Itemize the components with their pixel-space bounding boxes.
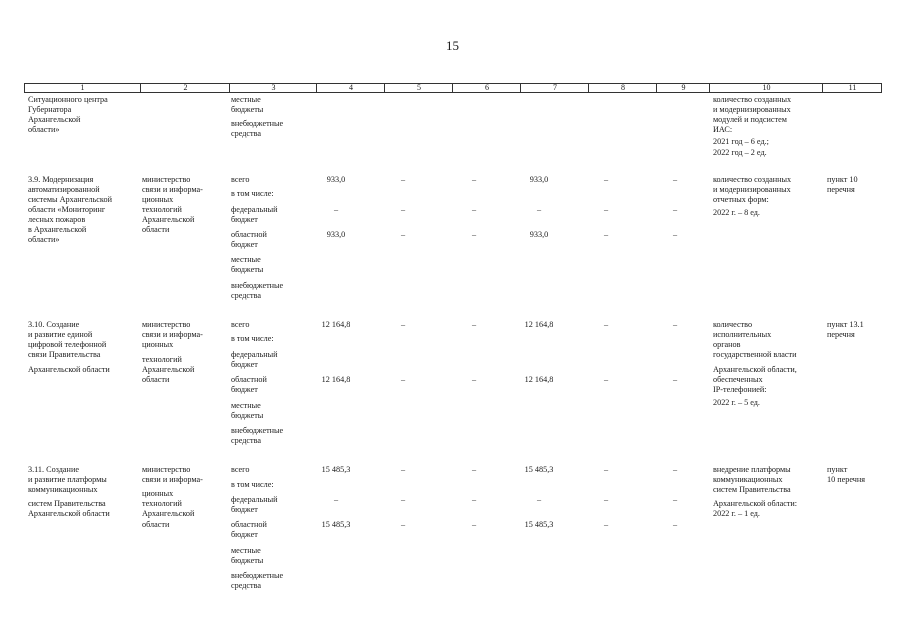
- indicator-line: количество: [713, 320, 753, 329]
- event-name-line: Губернатора: [28, 105, 72, 114]
- amount-cell: 933,0: [529, 175, 549, 184]
- amount-cell: –: [471, 205, 477, 214]
- indicator-line: количество созданных: [713, 95, 792, 104]
- amount-cell: –: [603, 465, 609, 474]
- amount-cell: –: [400, 175, 406, 184]
- event-name-line: Архангельской: [28, 115, 81, 124]
- amount-cell: –: [603, 205, 609, 214]
- executor-line: ционных: [142, 340, 174, 349]
- indicator-line: коммуникационных: [713, 475, 783, 484]
- amount-cell: –: [471, 465, 477, 474]
- amount-cell: 15 485,3: [321, 465, 351, 474]
- amount-cell: 15 485,3: [524, 520, 554, 529]
- local-budget-label: местные: [231, 401, 261, 410]
- amount-cell: –: [672, 465, 678, 474]
- indicator-line: внедрение платформы: [713, 465, 791, 474]
- indicator-line: и модернизированных: [713, 105, 791, 114]
- local-budget-label: бюджеты: [231, 105, 264, 114]
- amount-cell: –: [672, 495, 678, 504]
- indicator-line: Архангельской области:: [713, 499, 798, 508]
- event-name-line: систем Правительства: [28, 499, 106, 508]
- amount-cell: 933,0: [326, 230, 346, 239]
- executor-line: области: [142, 225, 170, 234]
- page-number: 15: [446, 38, 459, 53]
- federal-budget-label: федеральный: [231, 495, 278, 504]
- amount-cell: 15 485,3: [524, 465, 554, 474]
- executor-line: связи и информа-: [142, 475, 203, 484]
- event-name-line: коммуникационных: [28, 485, 98, 494]
- amount-cell: –: [400, 320, 406, 329]
- event-name-line: автоматизированной: [28, 185, 100, 194]
- event-name-line: и развитие единой: [28, 330, 93, 339]
- regional-budget-label: бюджет: [231, 240, 258, 249]
- indicator-line: 2022 г. – 5 ед.: [713, 398, 760, 407]
- amount-cell: 933,0: [326, 175, 346, 184]
- event-name-line: связи Правительства: [28, 350, 101, 359]
- event-name-line: Архангельской области: [28, 365, 110, 374]
- federal-budget-label: бюджет: [231, 215, 258, 224]
- column-number: 5: [384, 84, 453, 92]
- local-budget-label: бюджеты: [231, 556, 264, 565]
- column-number: 9: [656, 84, 710, 92]
- amount-cell: –: [471, 375, 477, 384]
- indicator-line: 2021 год – 6 ед.;: [713, 137, 769, 146]
- indicator-line: Архангельской области,: [713, 365, 797, 374]
- executor-line: связи и информа-: [142, 330, 203, 339]
- indicator-line: систем Правительства: [713, 485, 791, 494]
- amount-cell: –: [603, 230, 609, 239]
- regional-budget-label: бюджет: [231, 530, 258, 539]
- reference-line: пункт 13.1: [827, 320, 864, 329]
- indicator-line: модулей и подсистем: [713, 115, 787, 124]
- event-name-line: области «Мониторинг: [28, 205, 106, 214]
- amount-cell: –: [672, 320, 678, 329]
- amount-cell: –: [400, 495, 406, 504]
- amount-cell: –: [536, 495, 542, 504]
- event-name-line: 3.10. Создание: [28, 320, 80, 329]
- column-number: 8: [588, 84, 657, 92]
- executor-line: Архангельской: [142, 509, 195, 518]
- local-budget-label: местные: [231, 255, 261, 264]
- reference-line: перечня: [827, 330, 855, 339]
- amount-cell: –: [400, 230, 406, 239]
- column-number: 10: [709, 84, 823, 92]
- amount-cell: 15 485,3: [321, 520, 351, 529]
- executor-line: министерство: [142, 175, 191, 184]
- event-name-line: цифровой телефонной: [28, 340, 107, 349]
- amount-cell: –: [400, 205, 406, 214]
- amount-cell: 12 164,8: [321, 375, 351, 384]
- amount-cell: –: [333, 495, 339, 504]
- amount-cell: –: [333, 205, 339, 214]
- federal-budget-label: федеральный: [231, 350, 278, 359]
- event-name-line: системы Архангельской: [28, 195, 112, 204]
- local-budget-label: местные: [231, 546, 261, 555]
- federal-budget-label: федеральный: [231, 205, 278, 214]
- amount-cell: –: [400, 520, 406, 529]
- event-name-line: лесных пожаров: [28, 215, 86, 224]
- regional-budget-label: областной: [231, 230, 267, 239]
- reference-line: перечня: [827, 185, 855, 194]
- indicator-line: обеспеченных: [713, 375, 763, 384]
- local-budget-label: местные: [231, 95, 261, 104]
- indicator-line: и модернизированных: [713, 185, 791, 194]
- executor-line: технологий: [142, 355, 182, 364]
- column-number: 6: [452, 84, 521, 92]
- executor-line: области: [142, 375, 170, 384]
- event-name-line: 3.9. Модернизация: [28, 175, 94, 184]
- extra-budget-label: средства: [231, 129, 262, 138]
- amount-cell: –: [471, 495, 477, 504]
- extra-budget-label: внебюджетные: [231, 571, 284, 580]
- executor-line: технологий: [142, 499, 182, 508]
- amount-cell: –: [672, 175, 678, 184]
- indicator-line: ИАС:: [713, 125, 733, 134]
- extra-budget-label: средства: [231, 581, 262, 590]
- indicator-line: государственной власти: [713, 350, 797, 359]
- federal-budget-label: бюджет: [231, 505, 258, 514]
- indicator-line: 2022 г. – 8 ед.: [713, 208, 760, 217]
- extra-budget-label: внебюджетные: [231, 426, 284, 435]
- indicator-line: органов: [713, 340, 741, 349]
- reference-line: 10 перечня: [827, 475, 866, 484]
- column-number: 4: [316, 84, 385, 92]
- local-budget-label: бюджеты: [231, 411, 264, 420]
- event-name-line: 3.11. Создание: [28, 465, 79, 474]
- executor-line: министерство: [142, 320, 191, 329]
- amount-cell: –: [672, 375, 678, 384]
- extra-budget-label: средства: [231, 291, 262, 300]
- event-name-line: и развитие платформы: [28, 475, 107, 484]
- column-number: 7: [520, 84, 589, 92]
- including-label: в том числе:: [231, 334, 274, 343]
- local-budget-label: бюджеты: [231, 265, 264, 274]
- amount-cell: 12 164,8: [524, 320, 554, 329]
- reference-line: пункт 10: [827, 175, 858, 184]
- indicator-line: 2022 г. – 1 ед.: [713, 509, 760, 518]
- indicator-line: 2022 год – 2 ед.: [713, 148, 767, 157]
- amount-cell: 933,0: [529, 230, 549, 239]
- column-number: 3: [229, 84, 317, 92]
- amount-cell: –: [672, 205, 678, 214]
- total-label: всего: [231, 320, 250, 329]
- regional-budget-label: областной: [231, 375, 267, 384]
- total-label: всего: [231, 175, 250, 184]
- extra-budget-label: средства: [231, 436, 262, 445]
- including-label: в том числе:: [231, 189, 274, 198]
- total-label: всего: [231, 465, 250, 474]
- column-number-header: [24, 83, 882, 93]
- amount-cell: –: [400, 375, 406, 384]
- column-number: 1: [80, 83, 85, 92]
- amount-cell: –: [603, 520, 609, 529]
- event-name-line: Ситуационного центра: [28, 95, 108, 104]
- reference-line: пункт: [827, 465, 848, 474]
- indicator-line: исполнительных: [713, 330, 772, 339]
- regional-budget-label: областной: [231, 520, 267, 529]
- executor-line: ционных: [142, 195, 174, 204]
- executor-line: министерство: [142, 465, 191, 474]
- executor-line: Архангельской: [142, 365, 195, 374]
- amount-cell: –: [603, 495, 609, 504]
- federal-budget-label: бюджет: [231, 360, 258, 369]
- event-name-line: в Архангельской: [28, 225, 87, 234]
- amount-cell: –: [603, 175, 609, 184]
- extra-budget-label: внебюджетные: [231, 119, 284, 128]
- indicator-line: IP-телефонией:: [713, 385, 767, 394]
- extra-budget-label: внебюджетные: [231, 281, 284, 290]
- event-name-line: области»: [28, 235, 60, 244]
- amount-cell: –: [672, 230, 678, 239]
- executor-line: ционных: [142, 489, 174, 498]
- amount-cell: 12 164,8: [524, 375, 554, 384]
- amount-cell: 12 164,8: [321, 320, 351, 329]
- executor-line: области: [142, 520, 170, 529]
- amount-cell: –: [471, 320, 477, 329]
- including-label: в том числе:: [231, 480, 274, 489]
- amount-cell: –: [536, 205, 542, 214]
- column-number: 2: [140, 84, 230, 92]
- amount-cell: –: [603, 375, 609, 384]
- event-name-line: Архангельской области: [28, 509, 110, 518]
- amount-cell: –: [471, 520, 477, 529]
- column-number: 11: [822, 84, 882, 92]
- executor-line: связи и информа-: [142, 185, 203, 194]
- amount-cell: –: [471, 230, 477, 239]
- amount-cell: –: [471, 175, 477, 184]
- amount-cell: –: [400, 465, 406, 474]
- amount-cell: –: [672, 520, 678, 529]
- event-name-line: области»: [28, 125, 60, 134]
- indicator-line: отчетных форм:: [713, 195, 769, 204]
- regional-budget-label: бюджет: [231, 385, 258, 394]
- indicator-line: количество созданных: [713, 175, 792, 184]
- amount-cell: –: [603, 320, 609, 329]
- executor-line: Архангельской: [142, 215, 195, 224]
- executor-line: технологий: [142, 205, 182, 214]
